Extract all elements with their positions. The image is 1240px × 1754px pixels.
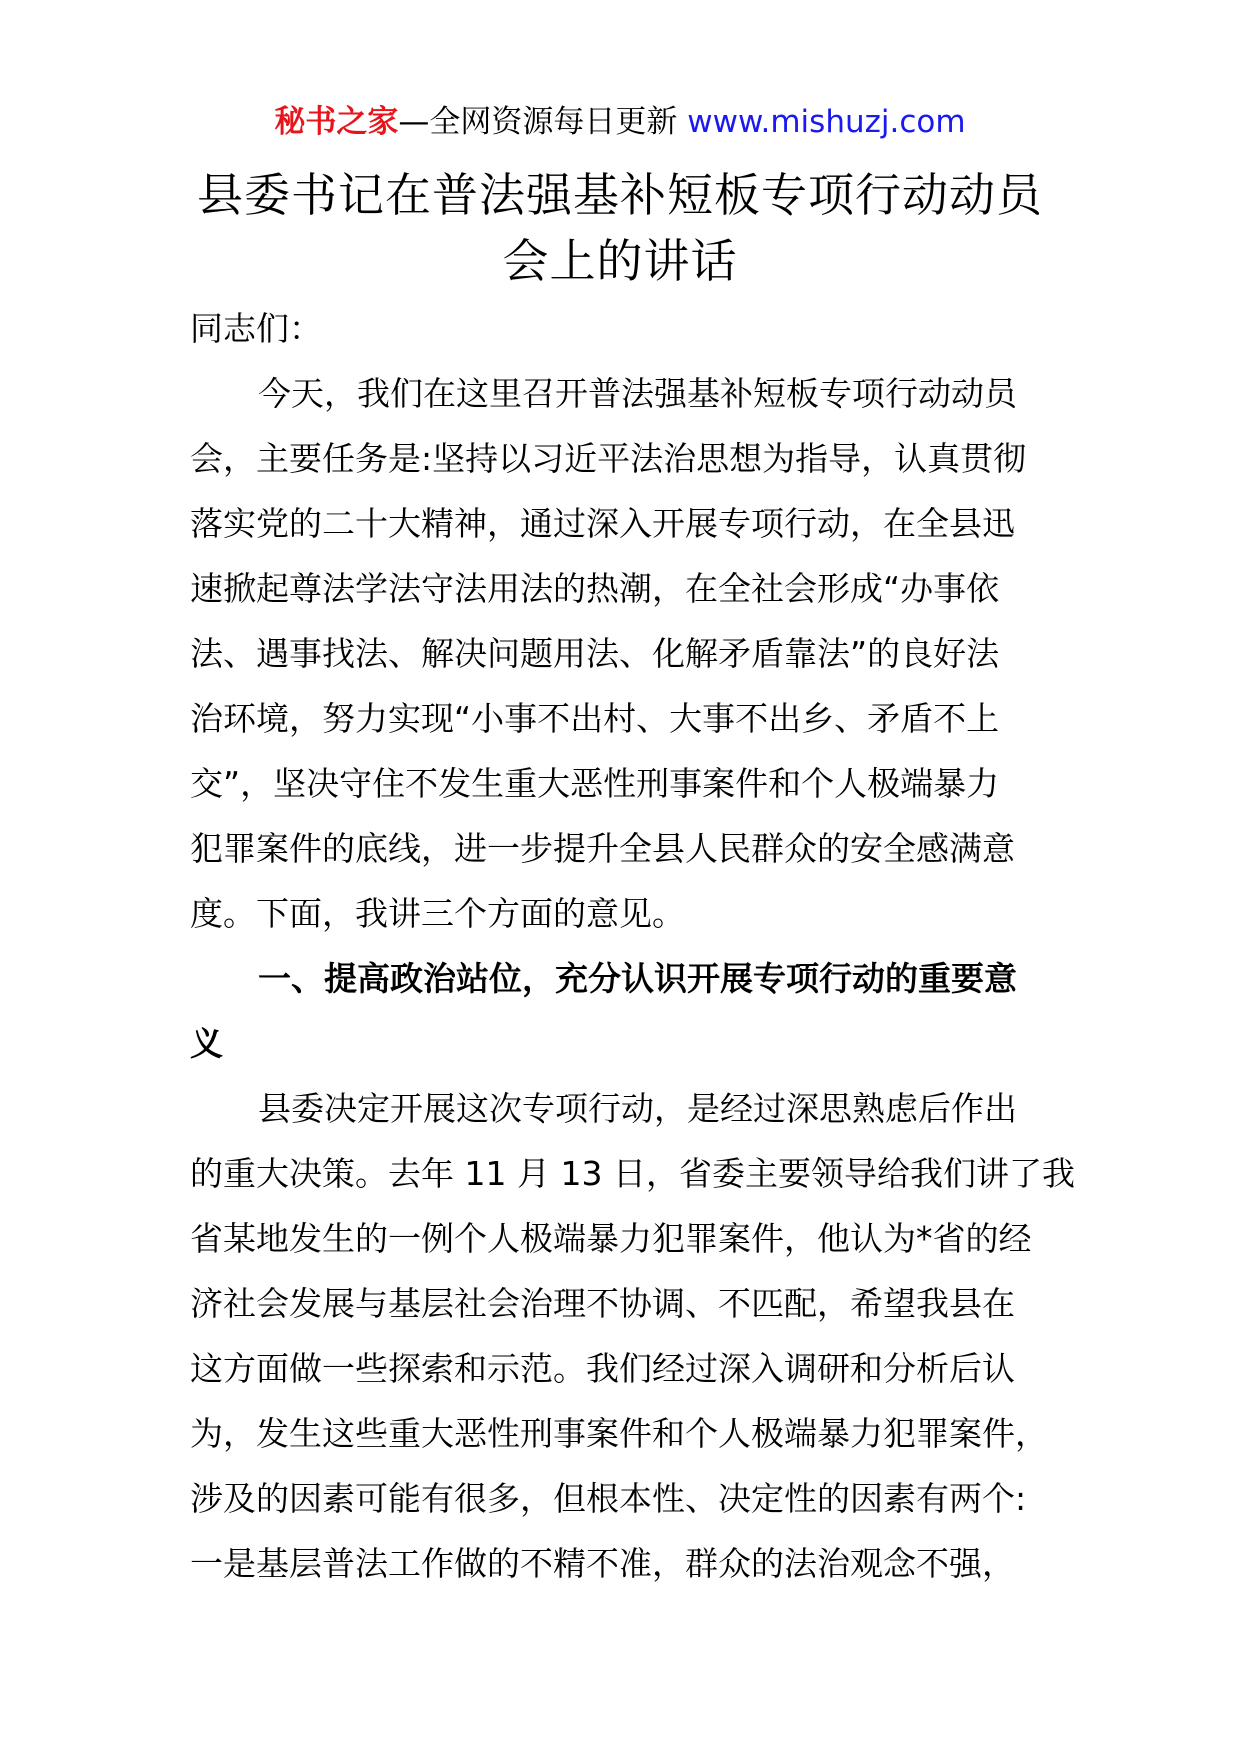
paragraph-line: 度。下面，我讲三个方面的意见。 [190, 894, 685, 933]
paragraph-line: 治环境，努力实现“小事不出村、大事不出乡、矛盾不上 [190, 699, 1000, 738]
paragraph-line: 速掀起尊法学法守法用法的热潮，在全社会形成“办事依 [190, 569, 1000, 608]
document-title [190, 162, 1050, 294]
site-brand: 秘书之家 [274, 104, 399, 140]
site-url-link[interactable]: www.mishuzj.com [687, 104, 966, 140]
paragraph-line: 犯罪案件的底线，进一步提升全县人民群众的安全感满意 [190, 829, 1015, 868]
paragraph-line: 今天，我们在这里召开普法强基补短板专项行动动员 [258, 374, 1017, 413]
paragraph-line: 的重大决策。去年 11 月 13 日，省委主要领导给我们讲了我 [190, 1154, 1075, 1193]
paragraph-line: 济社会发展与基层社会治理不协调、不匹配，希望我县在 [190, 1284, 1015, 1323]
paragraph-line: 为，发生这些重大恶性刑事案件和个人极端暴力犯罪案件， [190, 1414, 1048, 1453]
section-heading-line: 义 [190, 1024, 223, 1063]
paragraph-line: 交”，坚决守住不发生重大恶性刑事案件和个人极端暴力 [190, 764, 1000, 803]
paragraph-line: 县委决定开展这次专项行动，是经过深思熟虑后作出 [258, 1089, 1017, 1128]
paragraph-line: 一是基层普法工作做的不精不准，群众的法治观念不强， [190, 1544, 1015, 1583]
site-header [0, 100, 1240, 144]
paragraph-line: 涉及的因素可能有很多，但根本性、决定性的因素有两个: [190, 1479, 1027, 1518]
paragraph-line: 省某地发生的一例个人极端暴力犯罪案件，他认为*省的经 [190, 1219, 1032, 1258]
paragraph-line: 落实党的二十大精神，通过深入开展专项行动，在全县迅 [190, 504, 1015, 543]
title-line-1: 县委书记在普法强基补短板专项行动动员 [197, 168, 1043, 222]
salutation: 同志们： [190, 309, 322, 348]
title-line-2: 会上的讲话 [502, 234, 738, 288]
paragraph-line: 会，主要任务是:坚持以习近平法治思想为指导，认真贯彻 [190, 439, 1027, 478]
paragraph-line: 这方面做一些探索和示范。我们经过深入调研和分析后认 [190, 1349, 1015, 1388]
site-tagline: —全网资源每日更新 [398, 104, 688, 140]
paragraph-line: 法、遇事找法、解决问题用法、化解矛盾靠法”的良好法 [190, 634, 1000, 673]
section-heading-line: 一、提高政治站位，充分认识开展专项行动的重要意 [258, 959, 1017, 998]
document-body [190, 296, 1075, 1596]
